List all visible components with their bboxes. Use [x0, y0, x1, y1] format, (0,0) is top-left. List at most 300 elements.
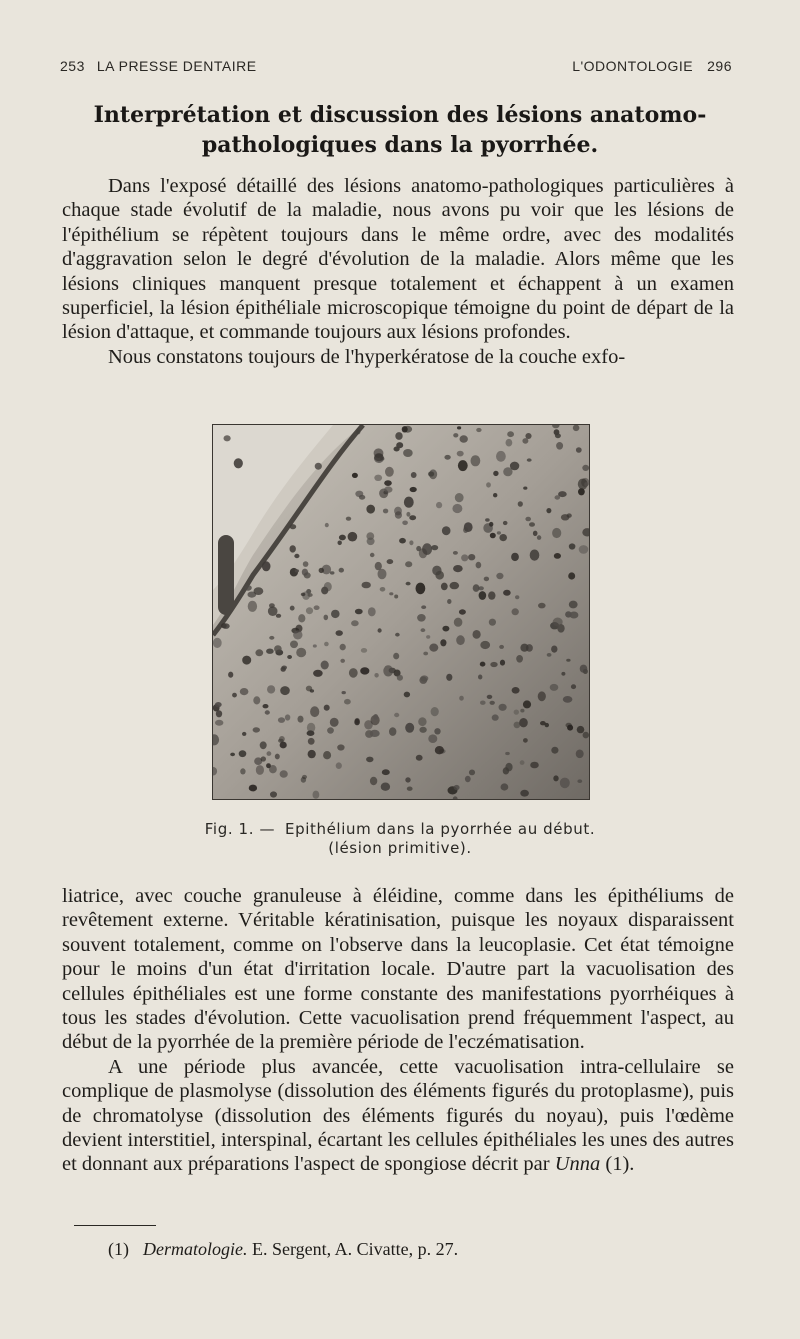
cell-nucleus-mark [348, 532, 358, 542]
continuation-text [62, 884, 734, 1177]
cell-nucleus-mark [280, 742, 287, 749]
cell-nucleus-mark [321, 661, 329, 670]
running-head-left [60, 58, 257, 74]
cell-nucleus-mark [409, 515, 416, 520]
cell-nucleus-mark [459, 696, 464, 701]
cell-nucleus-mark [352, 473, 358, 478]
cell-nucleus-mark [242, 656, 251, 665]
cell-nucleus-mark [503, 590, 511, 596]
cell-nucleus-mark [405, 723, 414, 733]
cell-nucleus-mark [324, 705, 330, 711]
cell-nucleus-mark [553, 775, 558, 781]
cell-nucleus-mark [366, 505, 375, 514]
cell-nucleus-mark [442, 526, 451, 535]
cell-nucleus-mark [215, 702, 222, 707]
cell-nucleus-mark [464, 522, 473, 532]
cell-nucleus-mark [444, 455, 450, 460]
cell-nucleus-mark [537, 535, 541, 540]
cell-nucleus-mark [510, 462, 519, 471]
cell-nucleus-mark [441, 583, 448, 591]
cell-nucleus-mark [556, 442, 563, 450]
cell-nucleus-mark [290, 524, 297, 529]
cell-nucleus-mark [285, 714, 290, 720]
cell-nucleus-mark [473, 584, 480, 592]
cell-nucleus-mark [389, 727, 396, 736]
cell-nucleus-mark [342, 691, 346, 694]
cell-nucleus-mark [458, 460, 468, 471]
cell-nucleus-mark [306, 607, 313, 614]
cell-nucleus-mark [308, 750, 316, 758]
cell-nucleus-mark [313, 644, 317, 647]
cell-nucleus-mark [383, 665, 393, 676]
cell-nucleus-mark [409, 540, 413, 545]
cell-nucleus-mark [428, 734, 437, 743]
cell-nucleus-mark [453, 551, 458, 555]
cell-nucleus-mark [486, 482, 491, 487]
cell-nucleus-mark [384, 486, 392, 492]
cell-nucleus-mark [314, 605, 320, 610]
cell-nucleus-mark [270, 791, 277, 797]
cell-nucleus-mark [552, 528, 561, 538]
paragraph-3-text: A une période plus avancée, cette vacuolisation intra-cellulaire se complique de plasmolyse (dissolution des éléments figurés du protoplasme), puis de chromatolyse (dissolution des éléments figurés du noyau), puis l'œdème devient interstitiel, interspinal, écartant les cellules épithéliales les unes des autres et donnant aux préparations l'aspect de spongiose décrit par [62, 1055, 734, 1176]
cell-nucleus-mark [330, 718, 339, 727]
cell-nucleus-mark [298, 716, 304, 723]
cell-nucleus-mark [487, 695, 493, 699]
cell-nucleus-mark [321, 587, 328, 595]
intro-text [62, 174, 734, 369]
cell-nucleus-mark [569, 601, 578, 609]
cell-nucleus-mark [456, 635, 465, 645]
cell-nucleus-mark [405, 561, 412, 567]
cell-nucleus-mark [344, 699, 351, 705]
running-head [60, 58, 732, 80]
cell-nucleus-mark [418, 717, 426, 726]
cell-nucleus-mark [461, 554, 468, 561]
cell-nucleus-mark [522, 438, 528, 444]
cell-nucleus-mark [383, 509, 388, 514]
cell-nucleus-mark [394, 595, 398, 599]
cell-nucleus-mark [313, 670, 323, 677]
cell-nucleus-mark [416, 583, 426, 595]
cell-nucleus-mark [480, 662, 486, 667]
cell-nucleus-mark [480, 641, 490, 649]
cell-nucleus-mark [423, 652, 428, 656]
cell-nucleus-mark [340, 659, 345, 663]
cell-nucleus-mark [499, 704, 507, 711]
cell-nucleus-mark [520, 760, 525, 765]
cell-nucleus-mark [492, 714, 499, 720]
cell-nucleus-mark [360, 667, 369, 674]
cell-nucleus-mark [442, 626, 449, 632]
cell-nucleus-mark [417, 614, 426, 622]
cell-nucleus-mark [503, 521, 508, 525]
cell-nucleus-mark [499, 534, 507, 541]
cell-nucleus-mark [240, 768, 245, 774]
cell-nucleus-mark [577, 726, 585, 733]
cell-nucleus-mark [469, 770, 475, 776]
cell-nucleus-mark [489, 619, 496, 626]
cell-nucleus-mark [411, 472, 417, 478]
cell-nucleus-mark [490, 662, 497, 667]
cell-nucleus-mark [355, 609, 363, 615]
cell-nucleus-mark [485, 518, 490, 521]
cell-nucleus-mark [567, 513, 572, 517]
cell-nucleus-mark [385, 467, 394, 477]
cell-nucleus-mark [566, 659, 570, 662]
cell-nucleus-mark [545, 723, 549, 727]
cell-nucleus-mark [230, 753, 235, 757]
cited-author: Unna [554, 1153, 601, 1176]
cell-nucleus-mark [378, 569, 387, 580]
cell-nucleus-mark [275, 754, 280, 760]
cell-nucleus-mark [419, 727, 426, 733]
cell-nucleus-mark [368, 607, 376, 616]
caption-line-2: (lésion primitive). [328, 839, 472, 857]
cell-nucleus-mark [266, 649, 274, 654]
cell-nucleus-mark [215, 720, 223, 726]
cell-nucleus-mark [403, 449, 413, 457]
cell-nucleus-mark [261, 756, 266, 761]
cell-nucleus-mark [296, 648, 306, 658]
cell-nucleus-mark [239, 750, 247, 757]
cell-nucleus-mark [553, 618, 563, 627]
cell-nucleus-mark [578, 488, 585, 495]
cell-nucleus-mark [580, 665, 588, 673]
cell-nucleus-mark [582, 465, 589, 471]
cell-nucleus-mark [290, 641, 298, 649]
cell-nucleus-mark [387, 559, 394, 564]
footnote-reference: (1). [605, 1153, 635, 1176]
cell-nucleus-mark [447, 599, 451, 604]
cell-nucleus-mark [480, 701, 486, 705]
cell-nucleus-mark [493, 471, 498, 476]
cell-nucleus-mark [499, 645, 504, 649]
cell-nucleus-mark [520, 790, 529, 797]
caption-line-1 [150, 820, 650, 839]
cell-nucleus-mark [382, 769, 390, 775]
cell-nucleus-mark [255, 649, 263, 656]
cell-nucleus-mark [307, 730, 315, 736]
cell-nucleus-mark [457, 426, 461, 429]
cell-nucleus-mark [526, 644, 533, 652]
cell-nucleus-mark [573, 425, 580, 431]
cell-nucleus-mark [533, 531, 538, 536]
cell-nucleus-mark [268, 606, 278, 616]
cell-nucleus-mark [506, 439, 513, 447]
cell-nucleus-mark [584, 482, 588, 487]
cell-nucleus-mark [280, 770, 288, 778]
cell-nucleus-mark [523, 738, 528, 743]
cell-nucleus-mark [253, 696, 260, 704]
cell-nucleus-mark [308, 593, 313, 597]
cell-nucleus-mark [421, 605, 426, 609]
cell-nucleus-mark [551, 747, 558, 754]
cell-nucleus-mark [310, 706, 319, 717]
cell-nucleus-mark [366, 757, 373, 763]
paragraph-3 [62, 1055, 734, 1177]
cell-nucleus-mark [505, 752, 510, 755]
cell-nucleus-mark [434, 728, 440, 734]
cell-nucleus-mark [576, 750, 584, 759]
cell-nucleus-mark [568, 572, 575, 579]
cell-nucleus-mark [440, 639, 446, 646]
cell-nucleus-mark [519, 718, 528, 727]
cell-nucleus-mark [452, 504, 462, 513]
cell-nucleus-mark [302, 775, 307, 779]
cell-nucleus-mark [359, 495, 365, 500]
cell-nucleus-mark [339, 568, 344, 573]
cell-nucleus-mark [404, 497, 414, 508]
cell-nucleus-mark [302, 569, 308, 576]
micrograph-image [213, 425, 589, 799]
cell-nucleus-mark [501, 783, 509, 790]
cell-nucleus-mark [435, 746, 444, 754]
cell-nucleus-mark [496, 451, 506, 462]
cell-nucleus-mark [511, 553, 519, 561]
cell-nucleus-mark [374, 475, 382, 481]
right-page-number: 296 [707, 58, 732, 74]
cell-nucleus-mark [395, 511, 402, 519]
cell-nucleus-mark [280, 686, 290, 695]
cell-nucleus-mark [569, 543, 576, 549]
footnote-work: Dermatologie. [143, 1239, 248, 1259]
cell-nucleus-mark [232, 693, 237, 698]
cell-nucleus-mark [324, 615, 329, 621]
cell-nucleus-mark [331, 610, 340, 618]
cell-nucleus-mark [493, 493, 497, 497]
cell-nucleus-mark [514, 710, 519, 715]
left-journal-name: LA PRESSE DENTAIRE [96, 58, 257, 74]
cell-nucleus-mark [416, 755, 423, 761]
cell-nucleus-mark [525, 433, 531, 439]
cell-nucleus-mark [340, 644, 346, 651]
cell-nucleus-mark [546, 508, 551, 513]
cell-nucleus-mark [356, 430, 360, 435]
cell-nucleus-mark [301, 593, 306, 597]
cell-nucleus-mark [547, 653, 552, 657]
cell-nucleus-mark [538, 691, 546, 701]
cell-nucleus-mark [323, 751, 331, 759]
cell-nucleus-mark [518, 501, 523, 507]
cell-nucleus-mark [396, 442, 403, 448]
cell-nucleus-mark [256, 765, 264, 775]
cell-nucleus-mark [516, 655, 523, 663]
cell-nucleus-mark [554, 553, 561, 559]
cell-nucleus-mark [410, 487, 417, 492]
cell-nucleus-mark [523, 487, 527, 490]
cell-nucleus-mark [394, 713, 399, 717]
cell-nucleus-mark [265, 710, 270, 714]
cell-nucleus-mark [274, 645, 282, 652]
cell-nucleus-mark [262, 561, 271, 571]
cell-nucleus-mark [488, 591, 495, 599]
cell-nucleus-mark [389, 592, 393, 595]
cell-nucleus-mark [384, 480, 392, 486]
cell-nucleus-mark [216, 710, 222, 717]
cell-nucleus-mark [512, 608, 519, 615]
cell-nucleus-mark [530, 550, 540, 561]
cell-nucleus-mark [503, 767, 509, 774]
cell-nucleus-mark [313, 791, 320, 799]
cell-nucleus-mark [420, 675, 428, 681]
cell-nucleus-mark [381, 783, 390, 791]
cell-nucleus-mark [351, 620, 359, 626]
cell-nucleus-mark [402, 521, 408, 526]
cell-nucleus-mark [370, 730, 380, 737]
cell-nucleus-mark [295, 569, 299, 572]
cell-nucleus-mark [473, 630, 481, 639]
cell-nucleus-mark [436, 502, 442, 508]
cell-nucleus-mark [395, 633, 400, 637]
article-title [60, 100, 740, 160]
cell-nucleus-mark [287, 655, 292, 659]
cell-nucleus-mark [565, 611, 572, 617]
left-page-number: 253 [60, 58, 85, 74]
cell-nucleus-mark [455, 493, 464, 502]
cell-nucleus-mark [336, 630, 343, 636]
cell-nucleus-mark [454, 618, 463, 627]
cell-nucleus-mark [399, 538, 406, 544]
cell-nucleus-mark [403, 426, 412, 433]
cell-nucleus-mark [527, 458, 532, 461]
cell-nucleus-mark [367, 538, 375, 546]
cell-nucleus-mark [404, 692, 410, 698]
cell-nucleus-mark [397, 675, 403, 681]
cell-nucleus-mark [446, 674, 452, 681]
footnote [108, 1238, 708, 1260]
cell-nucleus-mark [349, 668, 358, 678]
cell-nucleus-mark [583, 732, 589, 739]
cell-nucleus-mark [454, 785, 460, 790]
cell-nucleus-mark [579, 545, 589, 554]
cell-nucleus-mark [293, 630, 302, 639]
cell-nucleus-mark [374, 673, 378, 678]
cell-nucleus-mark [370, 553, 375, 557]
cell-nucleus-mark [459, 609, 466, 614]
caption-text: Epithélium dans la pyorrhée au début. [285, 820, 596, 838]
cell-nucleus-mark [267, 751, 272, 756]
cell-nucleus-mark [563, 696, 573, 703]
cell-nucleus-mark [290, 545, 296, 552]
cell-nucleus-mark [465, 776, 471, 782]
cell-nucleus-mark [374, 453, 383, 461]
cell-nucleus-mark [419, 548, 427, 558]
cell-nucleus-mark [337, 744, 344, 750]
cell-nucleus-mark [325, 523, 329, 527]
cell-nucleus-mark [222, 623, 230, 629]
cell-nucleus-mark [260, 741, 267, 749]
figure-label: Fig. 1. — [204, 820, 276, 838]
cell-nucleus-mark [550, 684, 559, 691]
cell-nucleus-mark [490, 701, 495, 705]
cell-nucleus-mark [248, 592, 257, 598]
cell-nucleus-mark [269, 636, 274, 640]
cell-nucleus-mark [560, 778, 570, 789]
cell-nucleus-mark [281, 667, 286, 672]
footnote-mark: (1) [108, 1239, 129, 1259]
cell-nucleus-mark [306, 686, 312, 692]
cell-nucleus-mark [315, 463, 322, 470]
cell-nucleus-mark [476, 562, 482, 569]
cell-nucleus-mark [253, 727, 260, 732]
cell-nucleus-mark [497, 531, 501, 534]
cell-nucleus-mark [529, 522, 535, 527]
cell-nucleus-mark [431, 545, 438, 550]
cell-nucleus-mark [520, 709, 524, 713]
cell-nucleus-mark [512, 687, 520, 694]
cell-nucleus-mark [370, 777, 377, 785]
micrograph-figure [212, 424, 590, 800]
cell-nucleus-mark [496, 573, 503, 579]
cell-nucleus-mark [338, 541, 342, 546]
cell-nucleus-mark [319, 568, 324, 573]
paragraph-2-continued: liatrice, avec couche granuleuse à éléidine, comme dans les épithéliums de revêtement externe. Véritable kératinisation, puisque les noyaux disparaissent souvent totalement, comme on l'observe dans la leucoplasie. Cet état témoigne pour le moins d'un état d'irritation locale. D'autre part la vacuolisation des cellules épithéliales est une forme constante des manifestations pyorrhéiques à tous les stades d'évolution. Cette vacuolisation prend fréquemment l'aspect, au début de la pyorrhée de la première période de l'eczématisation. [62, 885, 734, 1054]
cell-nucleus-mark [500, 660, 505, 666]
cell-nucleus-mark [551, 646, 557, 653]
cell-nucleus-mark [571, 684, 576, 689]
cell-nucleus-mark [555, 495, 561, 499]
cell-nucleus-mark [339, 535, 346, 541]
cell-nucleus-mark [525, 517, 531, 522]
cell-nucleus-mark [555, 433, 561, 438]
cell-nucleus-mark [298, 614, 305, 622]
cell-nucleus-mark [393, 653, 399, 660]
cell-nucleus-mark [490, 533, 496, 539]
cell-nucleus-mark [406, 582, 411, 586]
cell-nucleus-mark [266, 763, 271, 768]
cell-nucleus-mark [429, 644, 438, 652]
cell-nucleus-mark [303, 561, 309, 567]
cell-nucleus-mark [406, 512, 410, 517]
cell-nucleus-mark [484, 577, 489, 582]
cell-nucleus-mark [538, 603, 546, 609]
cell-nucleus-mark [479, 591, 487, 600]
cell-nucleus-mark [213, 638, 222, 648]
cell-nucleus-mark [228, 672, 233, 678]
footnote-divider [74, 1225, 156, 1226]
cell-nucleus-mark [276, 614, 281, 618]
figure-caption [150, 820, 650, 858]
cell-nucleus-mark [249, 785, 257, 792]
cell-nucleus-mark [362, 582, 371, 589]
cell-nucleus-mark [489, 522, 493, 527]
cell-nucleus-mark [457, 451, 464, 457]
cell-nucleus-mark [468, 554, 475, 560]
cell-nucleus-mark [354, 719, 360, 726]
cell-nucleus-mark [378, 628, 382, 632]
paragraph-1: Dans l'exposé détaillé des lésions anatomo-pathologiques particulières à chaque stade évolutif de la maladie, nous avons pu voir que les lésions de l'épithélium se répètent toujours dans le même ordre, avec des modalités d'aggravation selon le degré d'évolution de la maladie. Alors même que les lésions cliniques manquent presque totalement et échappent à un examen superficiel, la lésion épithéliale microscopique témoigne du point de départ de la lésion d'attaque, et commande toujours aux lésions profondes. [62, 175, 734, 344]
title-line-2: pathologiques dans la pyorrhée. [201, 132, 599, 158]
cell-nucleus-mark [324, 642, 329, 647]
cell-nucleus-mark [336, 762, 342, 769]
cell-nucleus-mark [278, 717, 285, 723]
cell-nucleus-mark [460, 435, 468, 442]
cell-nucleus-mark [453, 565, 463, 572]
cell-nucleus-mark [244, 585, 251, 591]
cell-nucleus-mark [453, 433, 458, 437]
cell-nucleus-mark [523, 700, 531, 708]
cell-nucleus-mark [248, 601, 257, 612]
cell-nucleus-mark [308, 738, 315, 745]
cell-nucleus-mark [405, 777, 410, 782]
cell-nucleus-mark [426, 635, 430, 639]
cell-nucleus-mark [421, 628, 426, 632]
cell-nucleus-mark [234, 458, 243, 468]
cell-nucleus-mark [290, 606, 295, 611]
cell-nucleus-mark [242, 732, 246, 736]
cell-nucleus-mark [567, 725, 573, 731]
cell-nucleus-mark [327, 727, 334, 733]
